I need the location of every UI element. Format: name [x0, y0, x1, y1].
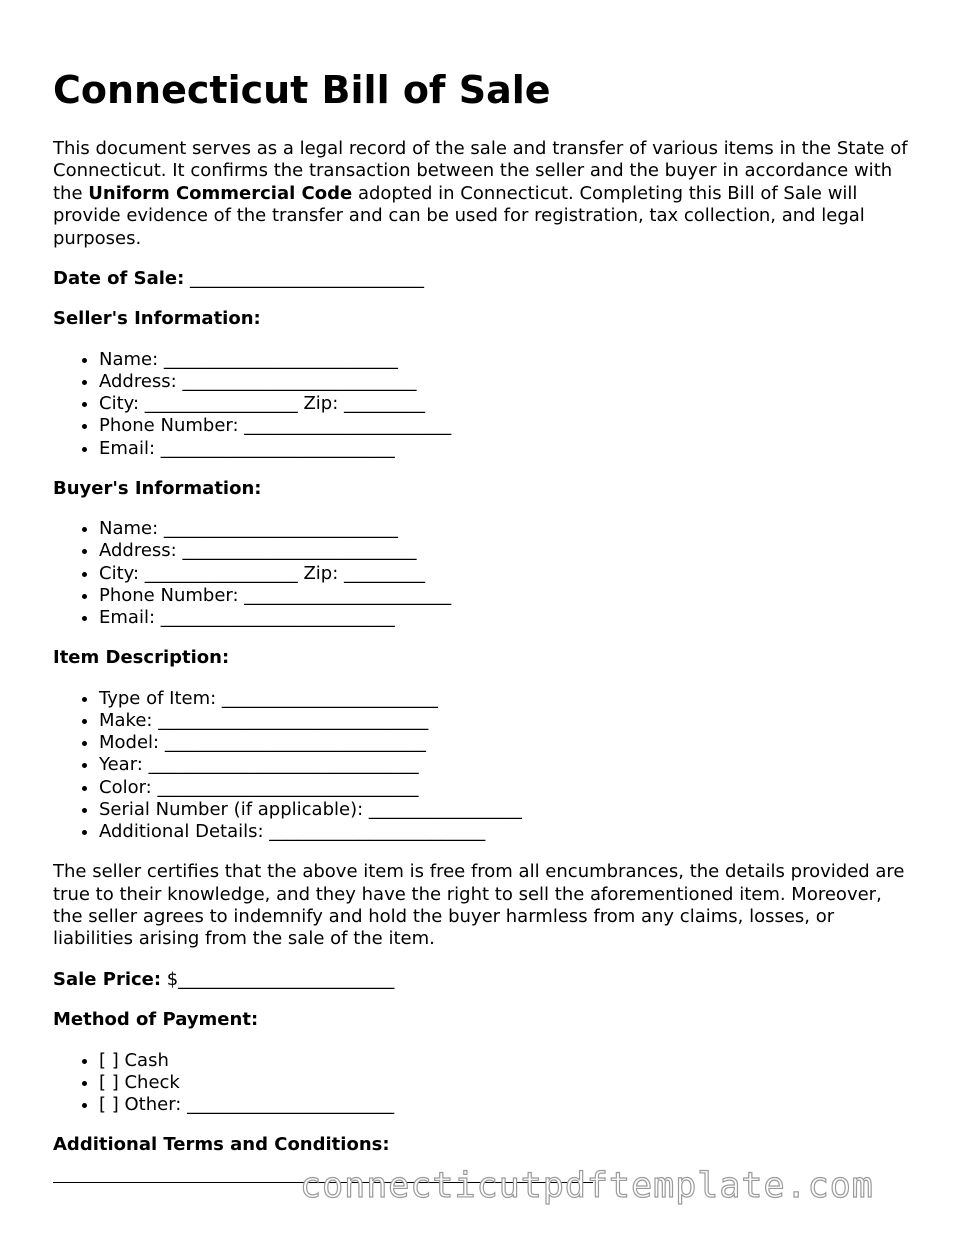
- payment-method-heading: Method of Payment:: [53, 1009, 259, 1031]
- certification-paragraph: The seller certifies that the above item is free from all encumbrances, the details provided are true to their knowledge, and they have the right to sell the aforementioned item. Moreover, the seller agrees to indemnify and hold the buyer harmless from any claims, losses, or liabilities arising from the sale of the item.: [53, 861, 905, 950]
- seller-name-field[interactable]: • Name: __________________________: [99, 349, 913, 371]
- additional-terms-heading: Additional Terms and Conditions:: [53, 1134, 390, 1156]
- sale-price-label: Sale Price:: [53, 968, 162, 990]
- date-of-sale-field[interactable]: [53, 268, 913, 290]
- buyer-address-field[interactable]: • Address: __________________________: [99, 540, 913, 562]
- date-of-sale-label: Date of Sale:: [53, 268, 185, 290]
- item-field-list: [53, 688, 913, 843]
- sale-price-field[interactable]: [53, 969, 913, 991]
- buyer-email-field[interactable]: • Email: __________________________: [99, 607, 913, 629]
- seller-city-zip-field[interactable]: • City: _________________ Zip: _________: [99, 393, 913, 415]
- item-type-field[interactable]: • Type of Item: ________________________: [99, 688, 913, 710]
- buyer-heading: Buyer's Information:: [53, 477, 262, 499]
- item-serial-field[interactable]: • Serial Number (if applicable): _________________: [99, 799, 913, 821]
- intro-bold-term: Uniform Commercial Code: [88, 182, 353, 204]
- sale-price-blank[interactable]: $________________________: [161, 968, 395, 990]
- buyer-field-list: [53, 518, 913, 629]
- watermark-text: connecticutpdftemplate.com: [300, 1166, 874, 1206]
- item-description-heading: Item Description:: [53, 647, 230, 669]
- document-title: Connecticut Bill of Sale: [53, 68, 551, 112]
- payment-check-option[interactable]: • [ ] Check: [99, 1072, 913, 1094]
- document-page: [53, 62, 913, 1157]
- seller-email-field[interactable]: • Email: __________________________: [99, 438, 913, 460]
- item-color-field[interactable]: • Color: _____________________________: [99, 777, 913, 799]
- seller-address-field[interactable]: • Address: __________________________: [99, 371, 913, 393]
- item-model-field[interactable]: • Model: _____________________________: [99, 732, 913, 754]
- buyer-city-zip-field[interactable]: • City: _________________ Zip: _________: [99, 563, 913, 585]
- buyer-name-field[interactable]: • Name: __________________________: [99, 518, 913, 540]
- intro-paragraph: [53, 138, 913, 250]
- seller-heading: Seller's Information:: [53, 308, 261, 330]
- payment-cash-option[interactable]: • [ ] Cash: [99, 1050, 913, 1072]
- seller-phone-field[interactable]: • Phone Number: _______________________: [99, 415, 913, 437]
- payment-option-list: [53, 1050, 913, 1117]
- payment-other-option[interactable]: • [ ] Other: _______________________: [99, 1094, 913, 1116]
- item-year-field[interactable]: • Year: ______________________________: [99, 754, 913, 776]
- date-of-sale-blank[interactable]: __________________________: [184, 268, 425, 290]
- buyer-phone-field[interactable]: • Phone Number: _______________________: [99, 585, 913, 607]
- item-details-field[interactable]: • Additional Details: ________________________: [99, 821, 913, 843]
- intro-text-start: This document serves as a legal record of the sale and transfer of various items in the State of Connecticut. It confirms the transaction between the seller and the buyer in accordance with the: [53, 138, 908, 204]
- intro-text-end: adopted in Connecticut. Completing this Bill of Sale will provide evidence of the transfer and can be used for registration, tax collection, and legal purposes.: [53, 182, 865, 249]
- item-make-field[interactable]: • Make: ______________________________: [99, 710, 913, 732]
- seller-field-list: [53, 349, 913, 460]
